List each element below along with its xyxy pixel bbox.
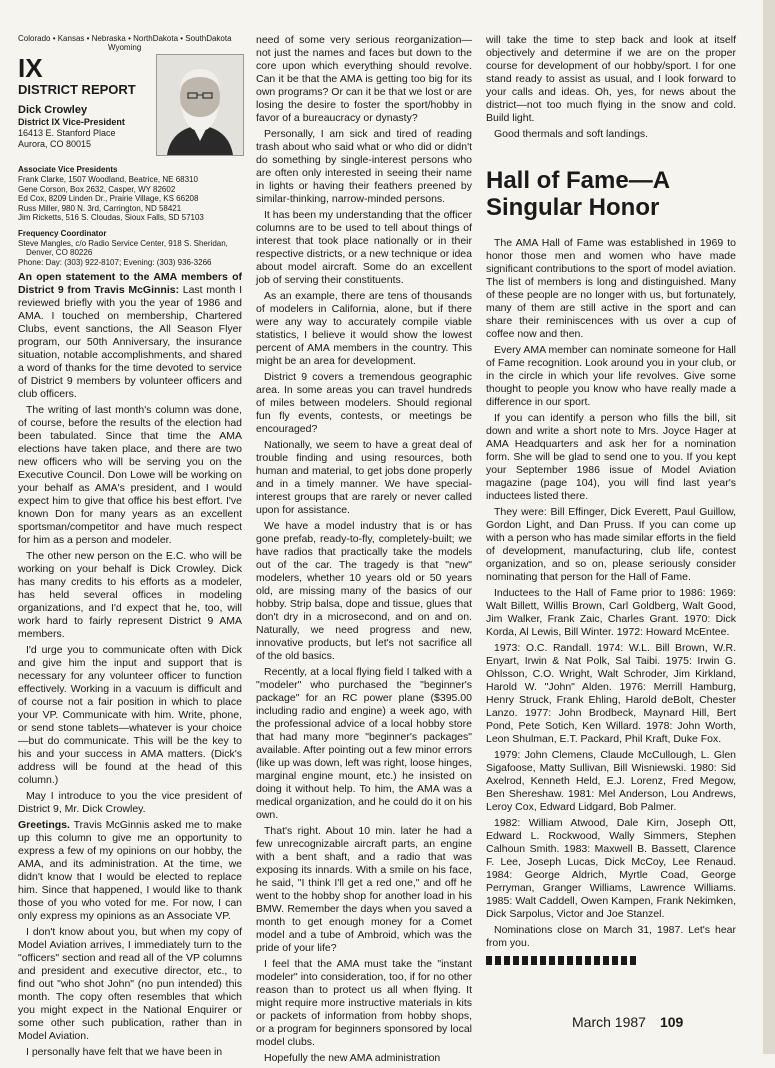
- paragraph: Good thermals and soft landings.: [494, 128, 649, 140]
- paragraph: 1973: O.C. Randall. 1974: W.L. Bill Brown, W.R. Enyart, Irwin & Nat Polk, Sal Taibi. 1975: Irwin G. Ohlsson, C.O. Wright, Walt Schroder, Jim Kirkland, Harold W. "John" Alden. 1976: Merrill Hamburg, Henry Struck, Frank Ehling, Harold deBolt, Chester Lanzo. 1977: John Brodbeck, Maynard Hill, Bert Pond, Pete Sotich, Ken Willard. 1978: John Worth, Leon Shulman, E.T. Packard, Phil Kraft, Duke Fox.: [486, 642, 736, 745]
- paragraph: I don't know about you, but when my copy of Model Aviation arrives, I immediately turn to the "officers" section and read all of the VP columns and president and executive director, etc., to find out "who shot John" (no pun intended) this month. The copy often resembles that which you might expect in the National Enquirer or some other such publication, rather than in Model Aviation.: [18, 926, 242, 1042]
- decorative-rule: [486, 956, 636, 965]
- paragraph: 1979: John Clemens, Claude McCullough, L. Glen Sigafoose, Matty Sullivan, Bill Wisniewski. 1980: Sid Axelrod, Kenneth Held, E.J. Lorenz, Fred Megow, Ben Shereshaw. 1981: Mel Anderson, Lou Andrews, Leroy Cox, Edward Lidgard, Bob Palmer.: [486, 749, 736, 813]
- paragraph: Personally, I am sick and tired of reading trash about who said what or who did or didn't do something by single-interest persons who are often only interested in seeing their name in lights or having their feathers preened by similar-thinking, narrow-minded persons.: [256, 128, 472, 205]
- paragraph: I feel that the AMA must take the "instant modeler" into consideration, too, if for no other reason than to protect us all when flying. It might require more instructive materials in kits or packets of information from hobby shops, or a program for beginners sponsored by local model clubs.: [256, 958, 472, 1048]
- assoc-vp-heading: Associate Vice Presidents: [18, 165, 118, 174]
- vp-address-1: 16413 E. Stanford Place: [18, 128, 116, 138]
- paragraph: As an example, there are tens of thousands of modelers in California, alone, but if there were any way to accurately compile viable statistics, I believe it would show the lowest percent of AMA members in the country. This might be an area for development.: [256, 290, 472, 367]
- paragraph: [18, 819, 242, 923]
- assoc-vp-2: Gene Corson, Box 2632, Casper, WY 82602: [18, 184, 176, 194]
- lead-in: Greetings.: [18, 819, 70, 831]
- states-text: Colorado • Kansas • Nebraska • NorthDakota • SouthDakota: [18, 34, 232, 43]
- paragraph: Inductees to the Hall of Fame prior to 1986: 1969: Walt Billett, Willis Brown, Carl Goldberg, Walt Good, Jim Walker, Frank Zaic, Charles Grant. 1970: Dick Korda, Al Lewis, Bill Winter. 1972: Howard McEntee.: [486, 587, 736, 638]
- paragraph: Hopefully the new AMA administration: [264, 1052, 441, 1064]
- column-1: [18, 34, 242, 1062]
- states-wyoming: Wyoming: [108, 43, 142, 52]
- freq-coord-heading: Frequency Coordinator: [18, 228, 107, 238]
- paragraph: 1982: William Atwood, Dale Kirn, Joseph Ott, Edward L. Rockwood, Wally Simmers, Stephen Calhoun Smith. 1983: Maxwell B. Bassett, Clarence F. Lee, Joseph Lucas, Dick McCoy, Lee Renaud. 1984: George Aldrich, Myrtle Coad, George Perryman, Granger Williams, Lawrence Williams. 1985: Walt Caddell, Owen Kampen, Frank Nekimken, Dick Sarpolus, Victor and Joe Stanzel.: [486, 817, 736, 920]
- district-roman: IX: [18, 53, 43, 83]
- page-footer: [572, 1014, 683, 1030]
- paragraph: I'd urge you to communicate often with Dick and give him the input and support that is necessary for any volunteer officer to function effectively. Working in a vacuum is difficult and of course not a fair position in which to place your VP. Communicate with him. Write, phone, or send stone tablets—whatever is your choice—but do communicate. This will be the key to his and your success in AMA matters. (Dick's address will be found at the head of this column.): [18, 644, 242, 786]
- paragraph: The other new person on the E.C. who will be working on your behalf is Dick Crowley. Dick has many credits to his efforts as a modeler, has held several offices in modeling organizations, and I'd expect that he, too, will work hard to fairly represent District 9 AMA members.: [18, 550, 242, 640]
- freq-coord-phone: Phone: Day: (303) 922-8107; Evening: (303) 936-3266: [18, 257, 212, 267]
- column-3: [486, 34, 736, 965]
- paragraph: Nationally, we seem to have a great deal of trouble finding and using resources, both human and material, to get jobs done properly and in a timely manner. We have special-interest groups that are rarely or never called upon for assistance.: [256, 439, 472, 516]
- page-number: 109: [659, 1014, 684, 1030]
- paragraph: District 9 covers a tremendous geographic area. In some areas you can travel hundreds of miles between modelers. Should regional fun fly events, contests, or meetings be encouraged?: [256, 371, 472, 435]
- assoc-vp-4: Russ Miller, 980 N. 3rd, Carrington, ND 58421: [18, 203, 182, 213]
- page-edge: [763, 0, 775, 1054]
- paragraph: [18, 271, 242, 401]
- freq-coord-line-1: Steve Mangles, c/o Radio Service Center, 918 S. Sheridan,: [18, 238, 228, 248]
- paragraph: The writing of last month's column was done, of course, before the results of the election had been tabulated. Since that time the AMA elections have taken place, and there are two new officers who will be serving you on the Executive Council. Don Lowe will be working on your behalf as AMA's president, and I would expect him to give that office his best effort. I've known Don for many years as an excellent sportsman/competitor and have much respect for him as a person and modeler.: [18, 404, 242, 546]
- paragraph: I personally have felt that we have been in: [26, 1046, 223, 1058]
- paragraph: They were: Bill Effinger, Dick Everett, Paul Guillow, Gordon Light, and Dan Pruss. If you can come up with a person who has made similar efforts in the field of development, manufacturing, club life, contest organization, and so on, please seriously consider nominating that person for the Hall of Fame.: [486, 506, 736, 583]
- assoc-vp-5: Jim Ricketts, 516 S. Cloudas, Sioux Falls, SD 57103: [18, 213, 204, 222]
- paragraph-text: Travis McGinnis asked me to make up this column to give me an opportunity to express a few of my opinions on our hobby, the AMA, and its administration. At the time, we didn't know that I would be elected to replace him. Since that happened, I would like to thank those of you who voted for me. For now, I can only express my opinions as an Associate VP.: [18, 819, 242, 922]
- paragraph: It has been my understanding that the officer columns are to be used to tell about things of interest that took place nationally or in their respective districts, or a new technique or idea about model aircraft. Some do an excellent job of serving their constituents.: [256, 209, 472, 286]
- vp-photo: [156, 54, 244, 156]
- assoc-vp-1: Frank Clarke, 1507 Woodland, Beatrice, NE 68310: [18, 175, 198, 184]
- paragraph: Every AMA member can nominate someone for Hall of Fame recognition. Look around you in your club, or in the circle in which your life revolves. Give some thought to people you know who have really made a difference in our sport.: [486, 344, 736, 408]
- freq-coord-line-2: Denver, CO 80226: [26, 248, 93, 257]
- paragraph: May I introduce to you the vice president of District 9, Mr. Dick Crowley.: [18, 790, 242, 815]
- paragraph: will take the time to step back and look at itself objectively and determine if we are on the proper course for development of our hobby/sport. I for one stand ready to assist as usual, and I look forward to your calls and ideas. Oh, yes, for news about the district—not too much flying in the snow and cold. Build light.: [486, 34, 736, 124]
- lead-in: An open statement to the AMA members of District 9 from Travis McGinnis:: [18, 271, 242, 296]
- vp-role: District IX Vice-President: [18, 117, 125, 127]
- paragraph: Nominations close on March 31, 1987. Let's hear from you.: [486, 924, 736, 949]
- paragraph: Recently, at a local flying field I talked with a "modeler" who purchased the "beginner's package" for an RC power plane ($395.00 including radio and engine) a week ago, with the professional advice of a local hobby store that had many more "beginner's packages" available. After pointing out a few minor errors (like up was down, left was right, loose hinges, marginal engine mount, etc.) he insisted on doing it without help. To him, the AMA was a medical organization, and he could do it on his own.: [256, 666, 472, 821]
- paragraph: need of some very serious reorganization—not just the names and faces but down to the core upon which everything should revolve. Can it be that the AMA is getting too big for its own programs? Or can it be that we lost or are losing the desire to foster the sport/hobby in favor of a bureaucracy or dynasty?: [256, 34, 472, 124]
- district-header: [18, 54, 242, 159]
- district-report-title: DISTRICT REPORT: [18, 82, 136, 97]
- portrait-image: [157, 55, 243, 155]
- column-2: [256, 34, 472, 1068]
- paragraph: The AMA Hall of Fame was established in 1969 to honor those men and women who have made significant contributions to the sport of model aviation. The list of members is long and distinguished. Many of these people are no longer with us, but fortunately, many of them are still active in the sport and can share their reminiscences with us over a cup of coffee now and then.: [486, 237, 736, 340]
- issue-date: March 1987: [572, 1014, 646, 1030]
- paragraph: If you can identify a person who fills the bill, sit down and write a short note to Mrs. Joyce Hager at AMA Headquarters and ask her for a nomination form. She will be glad to send one to you. If you kept your September 1986 issue of Model Aviation magazine (page 104), you will find last year's inductees listed there.: [486, 412, 736, 502]
- assoc-vp-3: Ed Cox, 8209 Linden Dr., Prairie Village, KS 66208: [18, 194, 199, 203]
- vp-address-2: Aurora, CO 80015: [18, 139, 92, 149]
- hall-of-fame-title: Hall of Fame—A Singular Honor: [486, 167, 670, 221]
- paragraph: That's right. About 10 min. later he had a few unrecognizable aircraft parts, an engine with a bent shaft, and a radio that was exposing its innards. With a smile on his face, he said, "I think I'll get a red one," and off he went to the hobby shop for another load in his BMW. Remember the days when you saved a month to get enough money for a Comet model and a tube of Ambroid, which was the pride of your life?: [256, 825, 472, 954]
- paragraph-text: Last month I reviewed briefly with you the year of 1986 and AMA. I touched on membership, Chartered Clubs, event sanctions, the All Season Flyer program, our 50th Anniversary, the insurance situation, notable accomplishments, and shared a word of thanks for the time devoted to service of District 9 members by volunteer officers and club officers.: [18, 284, 242, 400]
- states-list: [18, 34, 242, 52]
- paragraph: We have a model industry that is or has gone prefab, ready-to-fly, completely-built; we have radios that practically take the models out of the car. The tragedy is that "new" modelers, whether 10 years old or 50 years old, are missing many of the basics of our hobby. Strip balsa, dope and tissue, glues that don't dry in a microsecond, and on and on. Naturally, we need progress and new, innovative products, but let's not sacrifice all of the old basics.: [256, 520, 472, 662]
- vp-name: Dick Crowley: [18, 104, 88, 116]
